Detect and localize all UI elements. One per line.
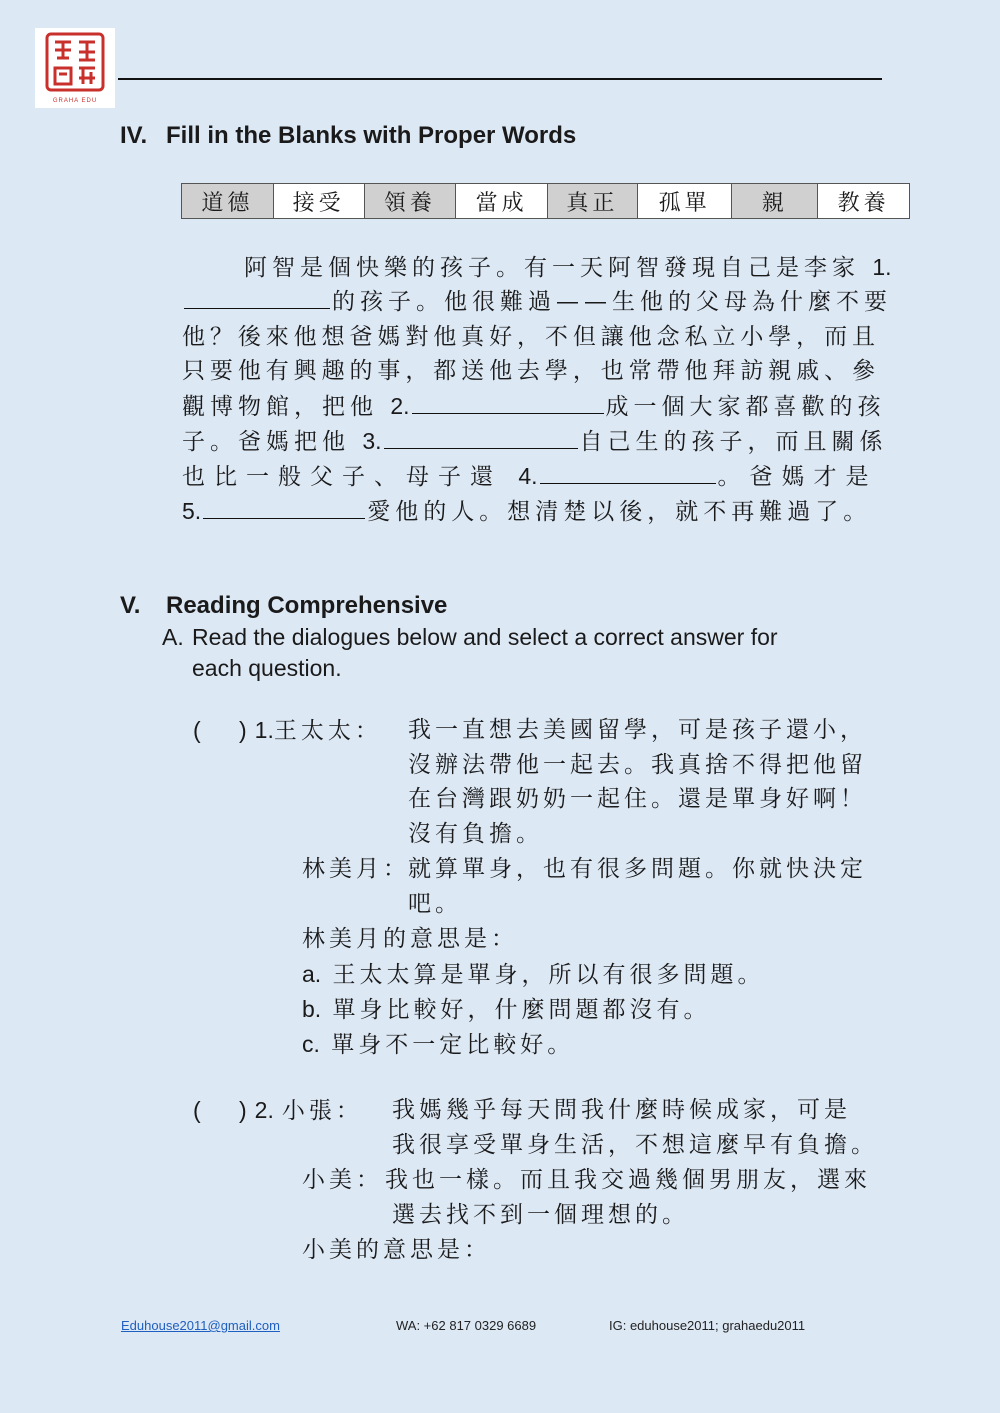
dialogue-line: 我媽幾乎每天問我什麼時候成家，可是 <box>392 1097 851 1123</box>
word-bank-cell: 道德 <box>182 184 274 218</box>
passage-line: 5. 愛他的人。想清楚以後，就不再難過了。 <box>182 498 872 525</box>
word-bank-cell: 親 <box>732 184 818 218</box>
dialogue-line: 在台灣跟奶奶一起住。還是單身好啊！ <box>408 786 867 812</box>
logo-caption: GRAHA EDU <box>52 98 98 104</box>
header-rule <box>118 78 882 80</box>
dialogue-line: 我很享受單身生活，不想這麼早有負擔。 <box>392 1132 878 1158</box>
word-bank-cell: 接受 <box>274 184 365 218</box>
section-4-title: Fill in the Blanks with Proper Words <box>166 122 577 149</box>
question-prompt: 小美的意思是： <box>302 1237 491 1263</box>
dialogue-line: 我一直想去美國留學，可是孩子還小， <box>408 717 867 743</box>
passage-line: 的孩子。他很難過——生他的父母為什麼不要 <box>182 286 878 318</box>
blank-1[interactable] <box>184 286 330 309</box>
passage-line: 子。爸媽把他 3. 自己生的孩子，而且關係 <box>182 428 888 455</box>
dialogue-line: 就算單身，也有很多問題。你就快決定 <box>408 856 867 882</box>
dialogue-line: 選去找不到一個理想的。 <box>392 1202 689 1228</box>
passage-line: 只要他有興趣的事，都送他去學，也常帶他拜訪親戚、參 <box>182 358 878 384</box>
word-bank-cell: 真正 <box>548 184 638 218</box>
passage-line: 他？後來他想爸媽對他真好，不但讓他念私立小學，而且 <box>182 324 878 350</box>
word-bank-cell: 孤單 <box>638 184 733 218</box>
speaker: 小美： <box>302 1167 383 1193</box>
speaker: 小張： <box>281 1098 363 1124</box>
seal-logo-icon <box>35 28 115 108</box>
answer-option[interactable]: c. 單身不一定比較好。 <box>302 1031 575 1058</box>
section-4-heading <box>120 122 576 150</box>
blank-5[interactable] <box>203 496 365 519</box>
answer-paren-2[interactable]: ( ) <box>193 1097 247 1123</box>
word-bank-table <box>181 183 910 219</box>
answer-paren-1[interactable]: ( ) <box>193 717 247 743</box>
speaker: 王太太： <box>273 718 382 744</box>
instruction-line: each question. <box>192 655 342 681</box>
section-5-number: V. <box>120 592 141 619</box>
blank-4[interactable] <box>540 461 716 484</box>
footer-whatsapp: WA: +62 817 0329 6689 <box>396 1318 537 1333</box>
word-bank-cell: 當成 <box>456 184 548 218</box>
section-5-heading <box>120 592 447 620</box>
section-4-number: IV. <box>120 122 148 149</box>
instruction-part-label: A. <box>162 624 184 650</box>
dialogue-line: 沒辦法帶他一起去。我真捨不得把他留 <box>408 752 867 778</box>
footer-instagram: IG: eduhouse2011; grahaedu2011 <box>609 1318 806 1333</box>
speaker: 林美月： <box>302 856 410 882</box>
passage-line: 觀博物館，把他 2. 成一個大家都喜歡的孩 <box>182 393 886 420</box>
question-1: ( ) 1.王太太： <box>193 717 382 744</box>
question-prompt: 林美月的意思是： <box>302 926 518 952</box>
blank-2[interactable] <box>412 391 604 414</box>
word-bank-cell: 教養 <box>818 184 909 218</box>
answer-option[interactable]: b. 單身比較好，什麼問題都沒有。 <box>302 996 711 1023</box>
section-5-title: Reading Comprehensive <box>166 592 448 619</box>
blank-number: 1. <box>872 254 892 280</box>
dialogue-line: 沒有負擔。 <box>408 821 543 847</box>
logo <box>35 28 115 108</box>
passage-line: 阿智是個快樂的孩子。有一天阿智發現自己是李家 1. <box>244 254 892 281</box>
dialogue-line: 我也一樣。而且我交過幾個男朋友，選來 <box>385 1167 871 1193</box>
dialogue-line: 吧。 <box>408 891 462 917</box>
instruction-line: Read the dialogues below and select a correct answer for <box>192 624 778 650</box>
answer-option[interactable]: a. 王太太算是單身，所以有很多問題。 <box>302 961 765 988</box>
blank-3[interactable] <box>384 426 578 449</box>
passage-line: 也比一般父子、母子還 4. 。爸媽才是 <box>182 463 878 490</box>
footer-email[interactable]: Eduhouse2011@gmail.com <box>121 1318 280 1333</box>
question-2: ( ) 2. 小張： <box>193 1097 363 1124</box>
word-bank-cell: 領養 <box>365 184 457 218</box>
